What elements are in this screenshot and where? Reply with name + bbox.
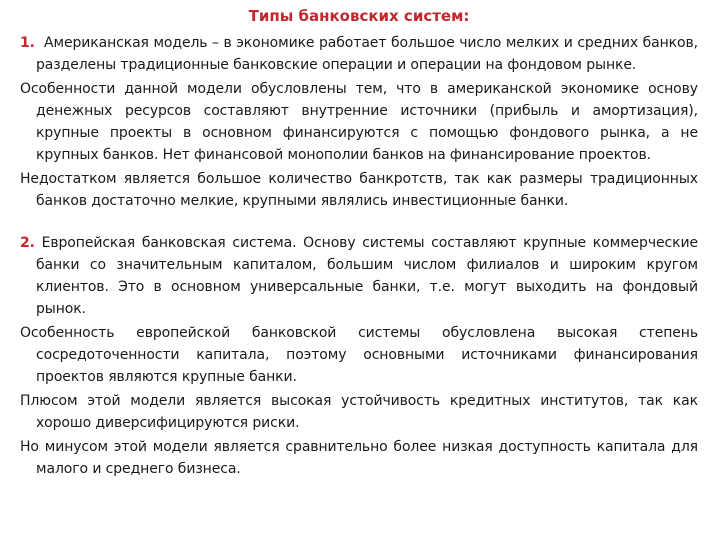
section-1-number: 1. [20,35,35,51]
slide-title: Типы банковских систем: [248,7,470,25]
section-1-paragraph-2: Особенности данной модели обусловлены тем, что в американской экономике основу денежных ресурсов составляют внутренние источники (прибыль и амортизация), крупные проекты в основном финансируются с помощью фондового рынка, а не крупных банков. Нет финансовой монополии банков на финансирование проектов. [20,81,698,163]
section-2-paragraph-1-text: Европейская банковская система. Основу системы составляют крупные коммерческие банки со значительным капиталом, большим числом филиалов и широким кругом клиентов. Это в основном универсальные банки, т.е. могут выходить на фондовый рынок. [36,235,698,317]
section-1-paragraph-1-text: Американская модель – в экономике работает большое число мелких и средних банков, разделены традиционные банковские операции и операции на фондовом рынке. [36,35,698,73]
section-1-paragraph-1 [20,32,698,76]
section-1-paragraph-3: Недостатком является большое количество банкротств, так как размеры традиционных банков достаточно мелкие, крупными являлись инвестиционные банки. [20,171,698,209]
section-2-paragraph-4: Но минусом этой модели является сравнительно более низкая доступность капитала для малого и среднего бизнеса. [20,439,698,477]
section-2-number: 2. [20,235,35,251]
section-2-paragraph-1 [20,232,698,320]
section-2-paragraph-3: Плюсом этой модели является высокая устойчивость кредитных институтов, так как хорошо диверсифицируются риски. [20,393,698,431]
section-2-paragraph-2: Особенность европейской банковской системы обусловлена высокая степень сосредоточенности капитала, поэтому основными источниками финансирования проектов являются крупные банки. [20,325,698,385]
